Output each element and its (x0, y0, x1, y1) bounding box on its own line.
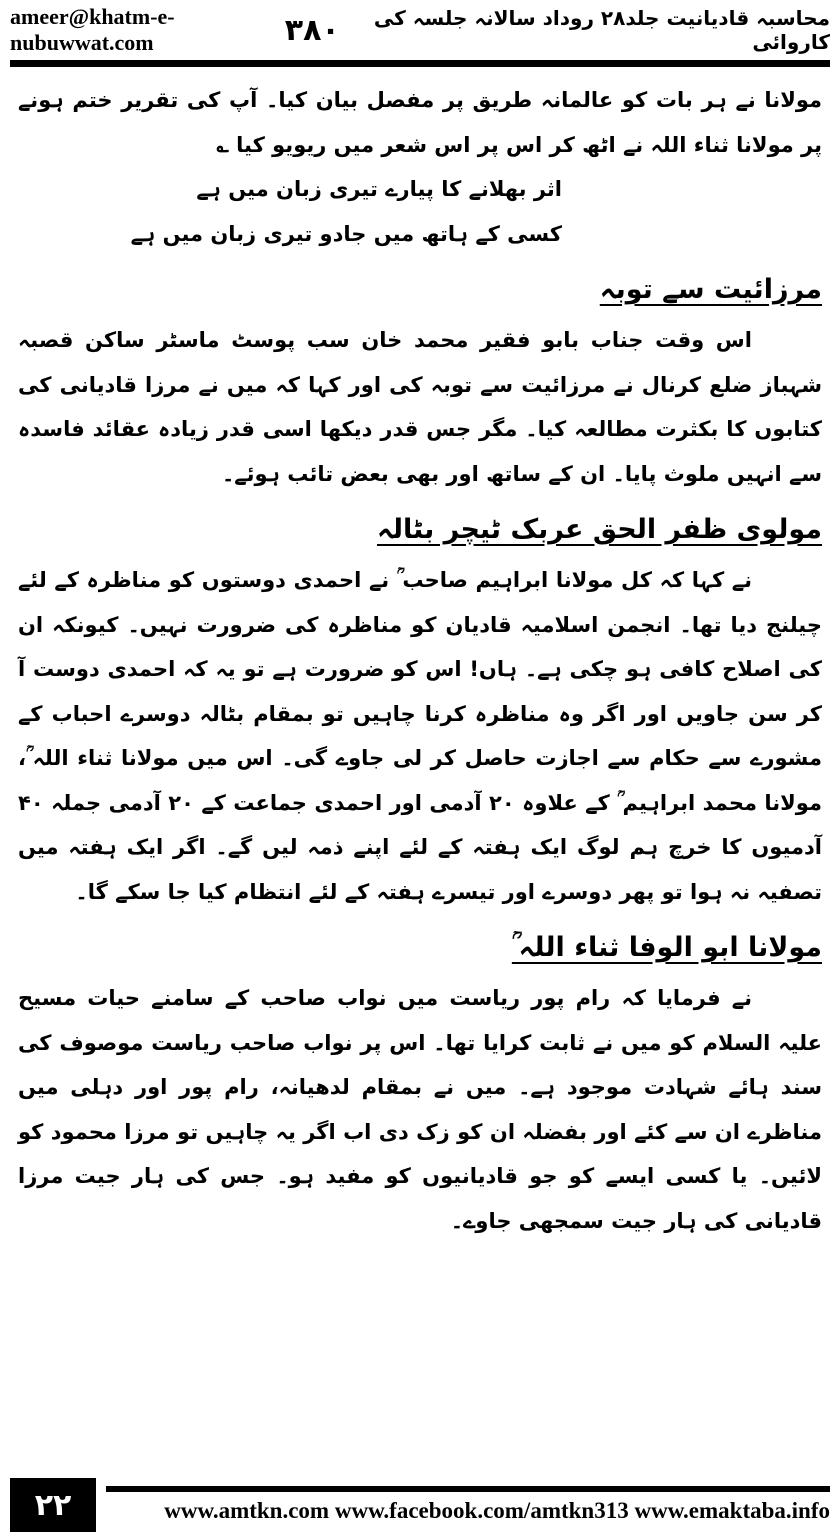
header-rule (10, 60, 830, 67)
running-title: محاسبہ قادیانیت جلد۲۸ روداد سالانہ جلسہ کی کاروائی (373, 6, 830, 54)
intro-paragraph: مولانا نے ہر بات کو عالمانہ طریق پر مفصل بیان کیا۔ آپ کی تقریر ختم ہونے پر مولانا ثناء اللہ نے اٹھ کر اس پر اس شعر میں ریویو کیا ؎ (18, 88, 822, 157)
verse-line-2: کسی کے ہاتھ میں جادو تیری زبان میں ہے (130, 221, 562, 246)
section-heading-2: مولوی ظفر الحق عربک ٹیچر بٹالہ (377, 514, 822, 545)
page-footer (10, 1478, 830, 1532)
paragraph-3: نے فرمایا کہ رام پور ریاست میں نواب صاحب کے سامنے حیات مسیح علیہ السلام کو میں نے ثابت کرایا تھا۔ اس پر نواب صاحب ریاست موصوف کی سند ہائے شہادت موجود ہے۔ میں نے بمقام لدھیانہ، رام پور اور دہلی میں مناظرے ان سے کئے اور بفضلہ ان کو زک دی اب اگر یہ چاہیں تو مرزا محمود کو لائیں۔ یا کسی ایسے کو جو قادیانیوں کو مفید ہو۔ جس کی ہار جیت مرزا قادیانی کی ہار جیت سمجھی جاوے۔ (18, 986, 822, 1233)
verse-line-1: اثر بھلانے کا پیارے تیری زبان میں ہے (196, 177, 562, 201)
footer-urls: www.amtkn.com www.facebook.com/amtkn313 www.emaktaba.info (164, 1498, 830, 1523)
header-page-number: ۳۸۰ (284, 12, 340, 48)
paragraph-2: نے کہا کہ کل مولانا ابراہیم صاحب ؒ نے احمدی دوستوں کو مناظرہ کے لئے چیلنج دیا تھا۔ انجمن اسلامیہ قادیان کو مناظرہ کی ضرورت نہیں۔ کیونکہ ان کی اصلاح کافی ہو چکی ہے۔ ہاں! اس کو ضرورت ہے تو یہ کہ احمدی دوست آ کر سن جاویں اور اگر وہ مناظرہ کرنا چاہیں تو بمقام بٹالہ دوسرے احباب کے مشورے سے حکام سے اجازت حاصل کر لی جاوے گی۔ اس میں مولانا ثناء اللہ ؒ، مولانا محمد ابراہیم ؒ کے علاوہ ۲۰ آدمی اور احمدی جماعت کے ۲۰ آدمی جملہ ۴۰ آدمیوں کا خرچ ہم لوگ ایک ہفتہ کے لئے اپنے ذمہ لیں گے۔ اگر ایک ہفتہ میں تصفیہ نہ ہوا تو پھر دوسرے اور تیسرے ہفتہ کے لئے انتظام کیا جا سکے گا۔ (18, 568, 822, 904)
header-email: ameer@khatm-e-nubuwwat.com (10, 4, 175, 55)
section-heading-1: مرزائیت سے توبہ (599, 274, 822, 305)
paragraph-1: اس وقت جناب بابو فقیر محمد خان سب پوسٹ ماسٹر ساکن قصبہ شہباز ضلع کرنال نے مرزائیت سے توبہ کی اور کہا کہ میں نے مرزا قادیانی کی کتابوں کا بکثرت مطالعہ کیا۔ مگر جس قدر دیکھا اسی قدر زیادہ عقائد فاسدہ سے انہیں ملوث پایا۔ ان کے ساتھ اور بھی بعض تائب ہوئے۔ (18, 328, 822, 486)
page-header (10, 4, 830, 55)
footer-rule (106, 1486, 830, 1492)
page-body (18, 78, 822, 1460)
section-heading-3: مولانا ابو الوفا ثناء اللہ ؒ (511, 932, 822, 963)
header-right (285, 6, 830, 54)
footer-page-number: ۲۲ (10, 1478, 96, 1532)
